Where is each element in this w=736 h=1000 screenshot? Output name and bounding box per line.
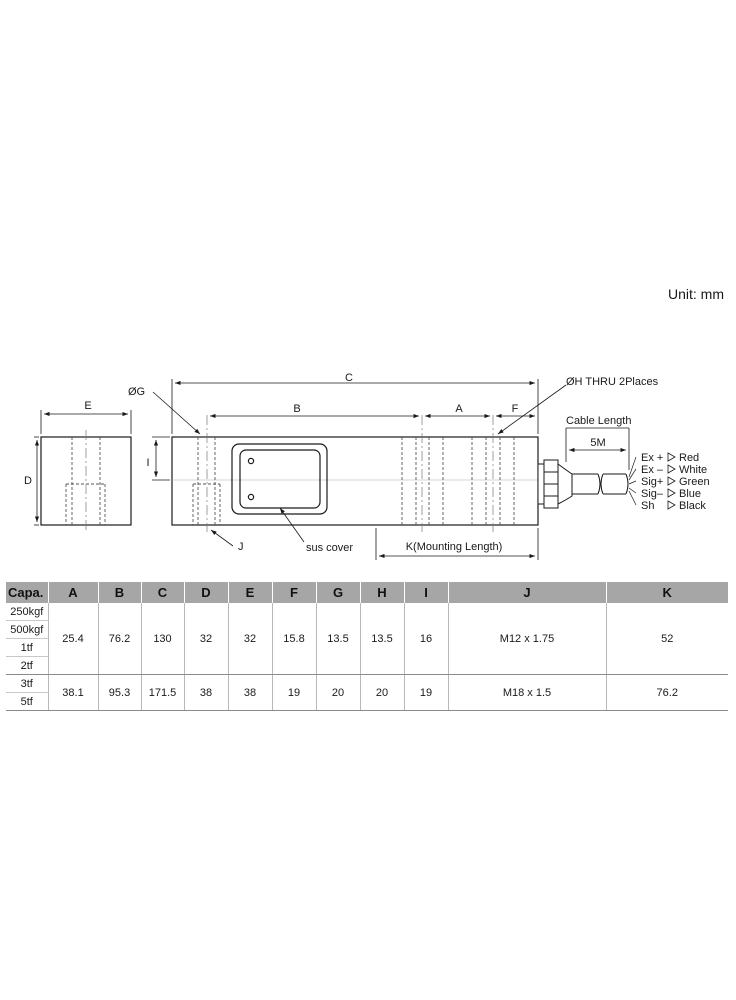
svg-text:Black: Black [679, 500, 706, 512]
svg-text:Ex –: Ex – [641, 464, 664, 476]
svg-text:Sh: Sh [641, 500, 655, 512]
capacity-cell: 1tf [6, 639, 48, 657]
header-c: C [141, 582, 184, 603]
wire-sig-plus [641, 476, 710, 488]
dim-A-label: A [455, 403, 463, 415]
header-k: K [606, 582, 728, 603]
value-b: 76.2 [98, 603, 141, 675]
table-row [6, 675, 728, 693]
value-a: 25.4 [48, 603, 98, 675]
header-g: G [316, 582, 360, 603]
svg-text:Sig+: Sig+ [641, 476, 664, 488]
end-view-hidden-hole [66, 437, 105, 525]
value-g: 20 [316, 675, 360, 711]
svg-text:Sig–: Sig– [641, 488, 664, 500]
header-a: A [48, 582, 98, 603]
value-i: 19 [404, 675, 448, 711]
value-d: 32 [184, 603, 228, 675]
unit-label: Unit: mm [668, 286, 724, 302]
value-e: 38 [228, 675, 272, 711]
side-view-body [172, 437, 538, 525]
dim-I [152, 437, 170, 480]
svg-text:Red: Red [679, 452, 700, 464]
value-d: 38 [184, 675, 228, 711]
value-b: 95.3 [98, 675, 141, 711]
capacity-cell: 5tf [6, 693, 48, 711]
cable [572, 474, 628, 494]
svg-text:Ex +: Ex + [641, 452, 664, 464]
side-view [172, 437, 538, 525]
dim-F-label: F [511, 403, 519, 415]
value-i: 16 [404, 603, 448, 675]
capacity-cell: 250kgf [6, 603, 48, 621]
header-f: F [272, 582, 316, 603]
value-f: 15.8 [272, 603, 316, 675]
dim-C [172, 379, 538, 434]
dim-E-label: E [84, 400, 92, 412]
value-k: 76.2 [606, 675, 728, 711]
leader-J [211, 530, 233, 546]
value-h: 13.5 [360, 603, 404, 675]
dim-D-label: D [24, 475, 32, 487]
dim-cable-5m [566, 428, 629, 470]
value-j: M18 x 1.5 [448, 675, 606, 711]
spec-table [6, 582, 728, 711]
sus-cover-plate [232, 444, 327, 514]
cable-gland [538, 460, 572, 508]
wire-ex-plus [641, 452, 699, 464]
wire-ex-minus [641, 464, 707, 476]
value-g: 13.5 [316, 603, 360, 675]
header-d: D [184, 582, 228, 603]
side-view-hidden-holes [193, 437, 514, 525]
value-e: 32 [228, 603, 272, 675]
value-f: 19 [272, 675, 316, 711]
leader-G [153, 392, 200, 434]
header-capa: Capa. [6, 582, 48, 603]
svg-text:Blue: Blue [679, 488, 702, 500]
header-j: J [448, 582, 606, 603]
table-row [6, 603, 728, 621]
wire-shield [641, 500, 706, 512]
cable-wires [629, 457, 636, 505]
label-H-thru: ØH THRU 2Places [566, 376, 659, 388]
dim-K-label: K(Mounting Length) [405, 541, 503, 553]
table-header-row [6, 582, 728, 603]
wire-sig-minus [641, 488, 701, 500]
value-c: 130 [141, 603, 184, 675]
label-J: J [238, 541, 244, 553]
header-i: I [404, 582, 448, 603]
header-e: E [228, 582, 272, 603]
capacity-cell: 2tf [6, 657, 48, 675]
dim-I-label: I [146, 457, 150, 469]
value-k: 52 [606, 603, 728, 675]
dim-B-label: B [293, 403, 301, 415]
header-h: H [360, 582, 404, 603]
end-view [41, 430, 131, 532]
svg-text:Green: Green [679, 476, 710, 488]
svg-text:White: White [679, 464, 708, 476]
dim-D [34, 437, 39, 525]
capacity-cell: 3tf [6, 675, 48, 693]
leader-H [498, 385, 566, 434]
header-b: B [98, 582, 141, 603]
label-cable-length: Cable Length [566, 415, 632, 427]
value-c: 171.5 [141, 675, 184, 711]
value-h: 20 [360, 675, 404, 711]
value-j: M12 x 1.75 [448, 603, 606, 675]
wiring-legend [641, 452, 710, 512]
label-sus-cover: sus cover [306, 542, 354, 554]
capacity-cell: 500kgf [6, 621, 48, 639]
label-G: ØG [128, 386, 146, 398]
dim-C-label: C [345, 372, 353, 384]
value-a: 38.1 [48, 675, 98, 711]
label-5m: 5M [590, 437, 606, 449]
